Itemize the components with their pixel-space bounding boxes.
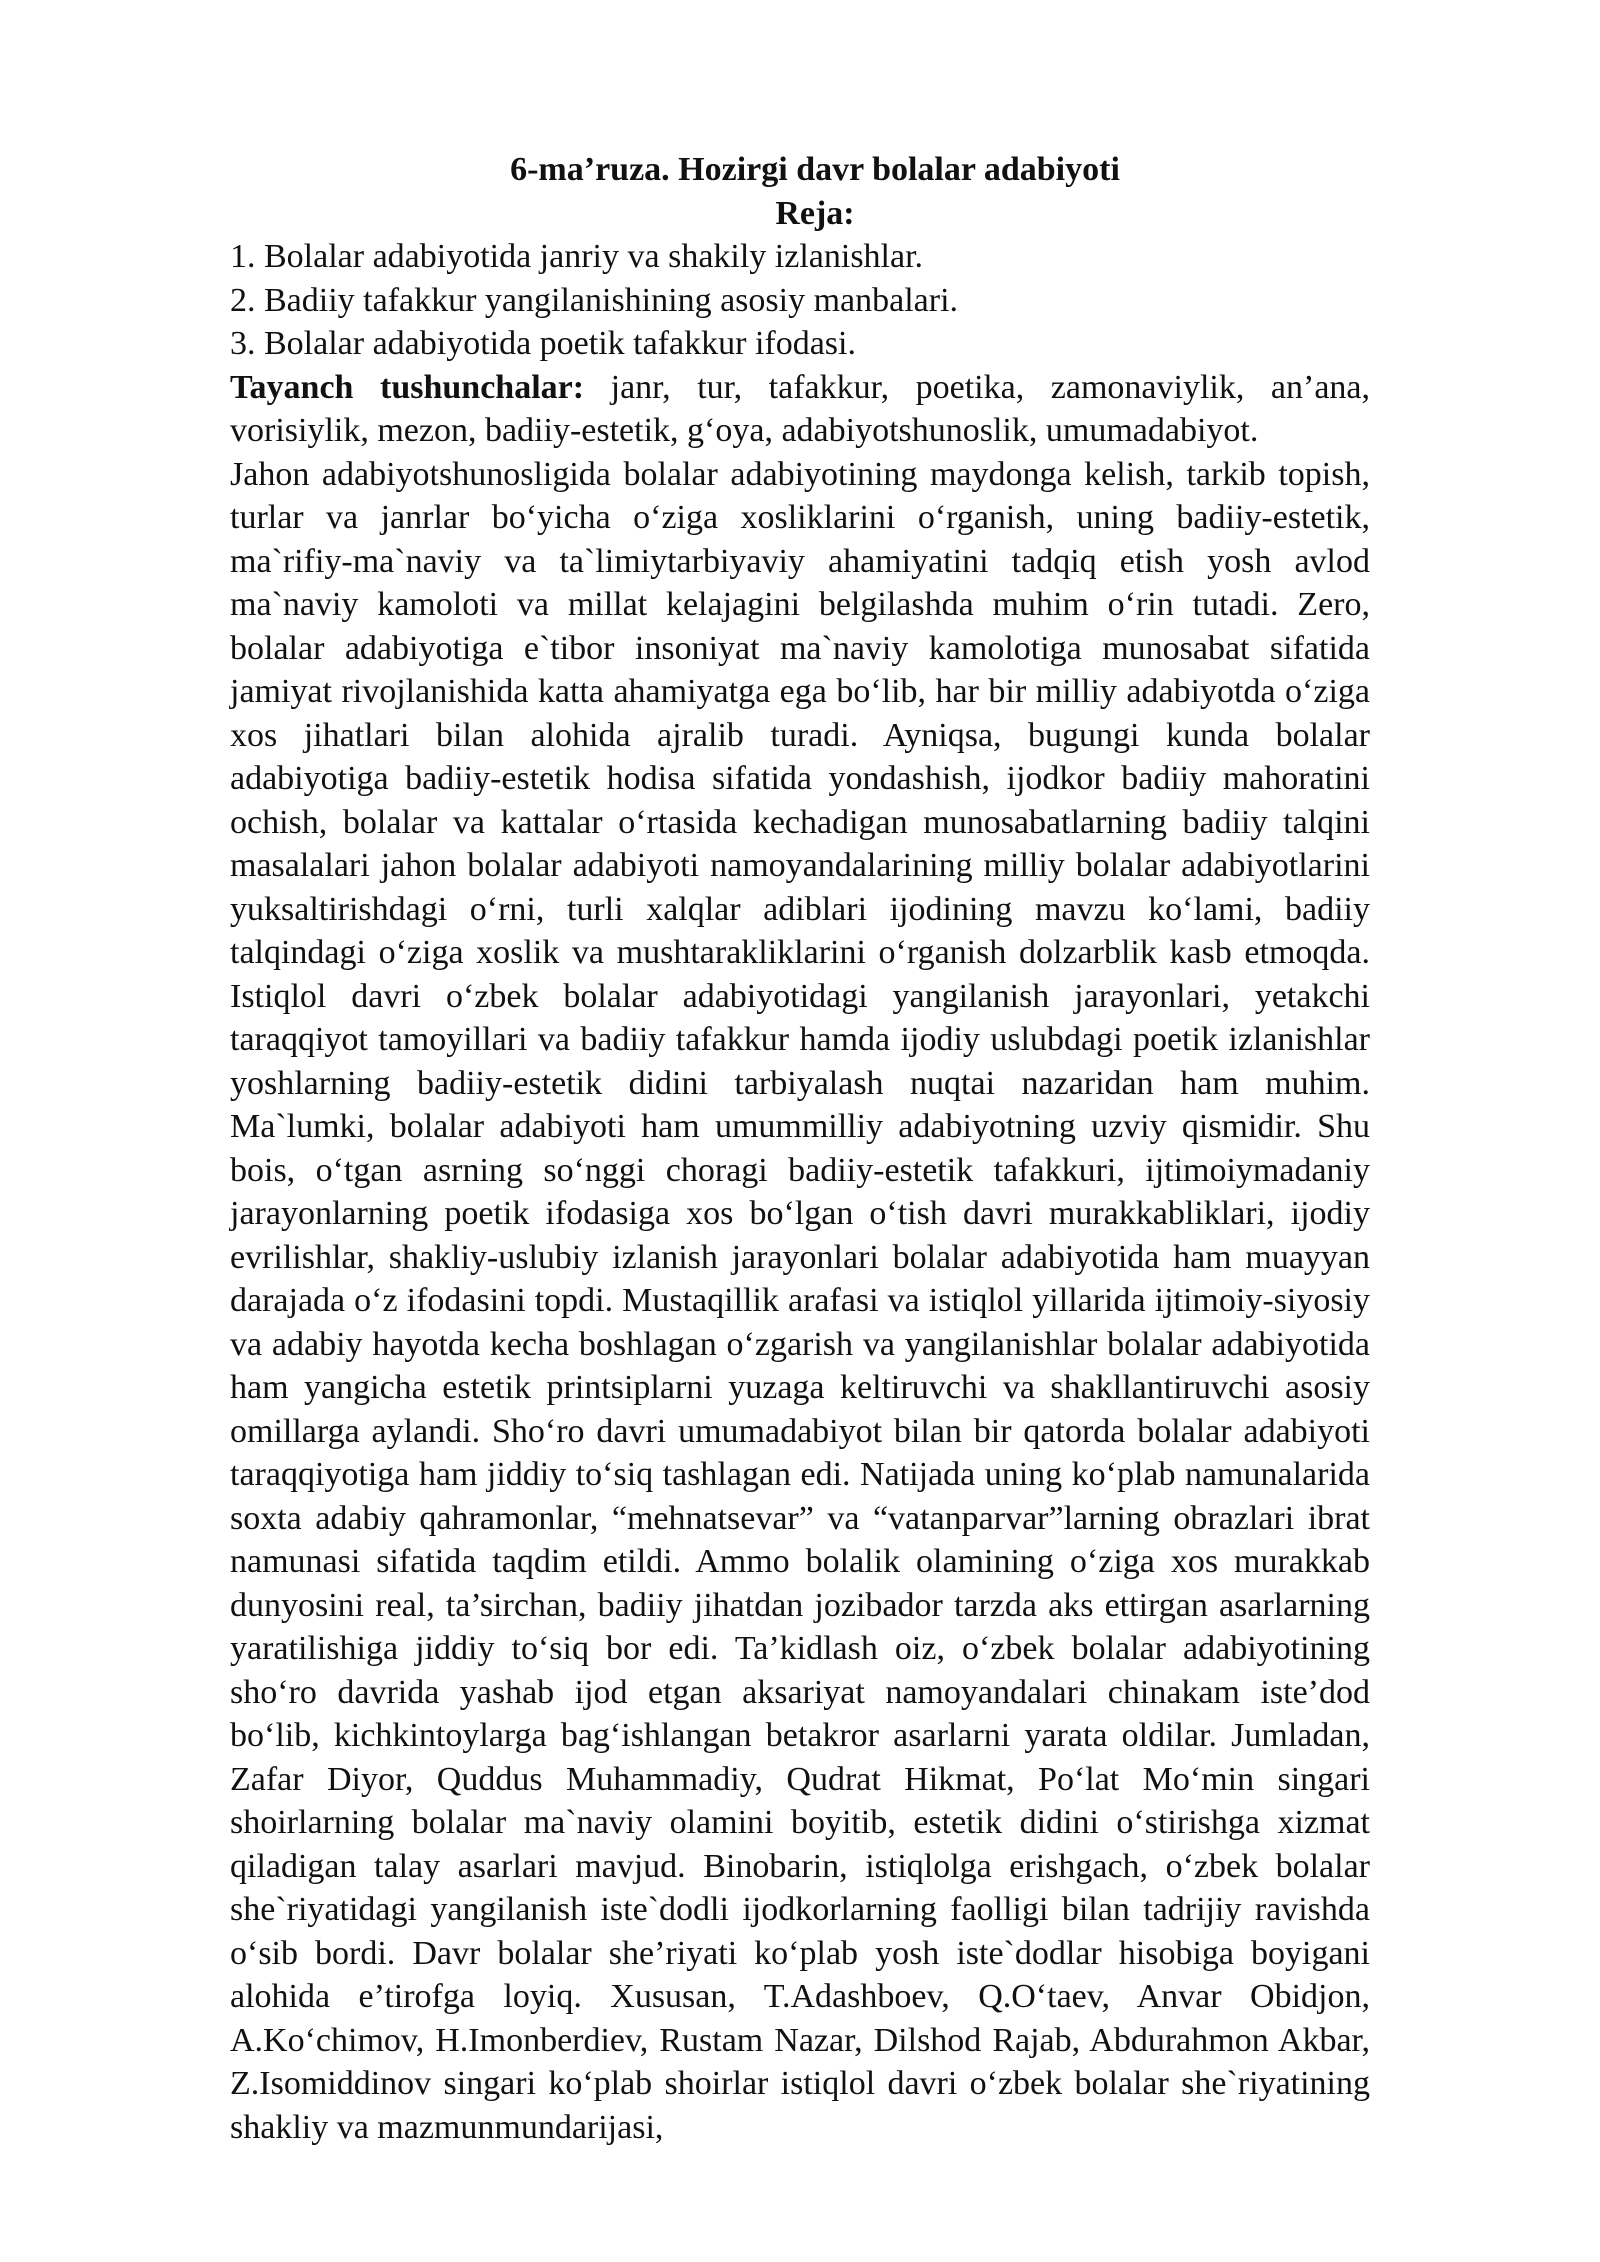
keywords-label: Tayanch tushunchalar: bbox=[230, 368, 585, 406]
plan-list bbox=[230, 235, 1370, 366]
plan-item-3: 3. Bolalar adabiyotida poetik tafakkur ifodasi. bbox=[230, 325, 856, 362]
plan-heading: Reja: bbox=[775, 194, 855, 232]
keywords-paragraph bbox=[230, 366, 1370, 453]
keywords-text: janr, tur, tafakkur, poetika, zamonaviylik, an’ana, vorisiylik, mezon, badiiy-estetik, g‘oya, adabiyotshunoslik, umumadabiyot. bbox=[230, 368, 1370, 449]
document-page bbox=[230, 148, 1370, 2149]
lecture-title: 6-ma’ruza. Hozirgi davr bolalar adabiyoti bbox=[510, 151, 1120, 188]
body-paragraph: Jahon adabiyotshunosligida bolalar adabiyotining maydonga kelish, tarkib topish, turlar va janrlar bo‘yicha o‘ziga xosliklarini o‘rganish, uning badiiy-estetik, ma`rifiy-ma`naviy va ta`limiytarbiyaviy ahamiyatini tadqiq etish yosh avlod ma`naviy kamoloti va millat kelajagini belgilashda muhim o‘rin tutadi. Zero, bolalar adabiyotiga e`tibor insoniyat ma`naviy kamolotiga munosabat sifatida jamiyat rivojlanishida katta ahamiyatga ega bo‘lib, har bir milliy adabiyotda o‘ziga xos jihatlari bilan alohida ajralib turadi. Ayniqsa, bugungi kunda bolalar adabiyotiga badiiy-estetik hodisa sifatida yondashish, ijodkor badiiy mahoratini ochish, bolalar va kattalar o‘rtasida kechadigan munosabatlarning badiiy talqini masalalari jahon bolalar adabiyoti namoyandalarining milliy bolalar adabiyotlarini yuksaltirishdagi o‘rni, turli xalqlar adiblari ijodining mavzu ko‘lami, badiiy talqindagi o‘ziga xoslik va mushtarakliklarini o‘rganish dolzarblik kasb etmoqda. Istiqlol davri o‘zbek bolalar adabiyotidagi yangilanish jarayonlari, yetakchi taraqqiyot tamoyillari va badiiy tafakkur hamda ijodiy uslubdagi poetik izlanishlar yoshlarning badiiy-estetik didini tarbiyalash nuqtai nazaridan ham muhim. Ma`lumki, bolalar adabiyoti ham umummilliy adabiyotning uzviy qismidir. Shu bois, o‘tgan asrning so‘nggi choragi badiiy-estetik tafakkuri, ijtimoiymadaniy jarayonlarning poetik ifodasiga xos bo‘lgan o‘tish davri murakkabliklari, ijodiy evrilishlar, shakliy-uslubiy izlanish jarayonlari bolalar adabiyotida ham muayyan darajada o‘z ifodasini topdi. Mustaqillik arafasi va istiqlol yillarida ijtimoiy-siyosiy va adabiy hayotda kecha boshlagan o‘zgarish va yangilanishlar bolalar adabiyotida ham yangicha estetik printsiplarni yuzaga keltiruvchi va shakllantiruvchi asosiy omillarga aylandi. Sho‘ro davri umumadabiyot bilan bir qatorda bolalar adabiyoti taraqqiyotiga ham jiddiy to‘siq tashlagan edi. Natijada uning ko‘plab namunalarida soxta adabiy qahramonlar, “mehnatsevar” va “vatanparvar”larning obrazlari ibrat namunasi sifatida taqdim etildi. Ammo bolalik olamining o‘ziga xos murakkab dunyosini real, ta’sirchan, badiiy jihatdan jozibador tarzda aks ettirgan asarlarning yaratilishiga jiddiy to‘siq bor edi. Ta’kidlash oiz, o‘zbek bolalar adabiyotining sho‘ro davrida yashab ijod etgan aksariyat namoyandalari chinakam iste’dod bo‘lib, kichkintoylarga bag‘ishlangan betakror asarlarni yarata oldilar. Jumladan, Zafar Diyor, Quddus Muhammadiy, Qudrat Hikmat, Po‘lat Mo‘min singari shoirlarning bolalar ma`naviy olamini boyitib, estetik didini o‘stirishga xizmat qiladigan talay asarlari mavjud. Binobarin, istiqlolga erishgach, o‘zbek bolalar she`riyatidagi yangilanish iste`dodli ijodkorlarning faolligi bilan tadrijiy ravishda o‘sib bordi. Davr bolalar she’riyati ko‘plab yosh iste`dodlar hisobiga boyigani alohida e’tirofga loyiq. Xususan, T.Adashboev, Q.O‘taev, Anvar Obidjon, A.Ko‘chimov, H.Imonberdiev, Rustam Nazar, Dilshod Rajab, Abdurahmon Akbar, Z.Isomiddinov singari ko‘plab shoirlar istiqlol davri o‘zbek bolalar she`riyatining shakliy va mazmunmundarijasi, bbox=[230, 455, 1370, 2146]
plan-item-2: 2. Badiiy tafakkur yangilanishining asosiy manbalari. bbox=[230, 281, 959, 319]
plan-item-1: 1. Bolalar adabiyotida janriy va shakily izlanishlar. bbox=[230, 238, 924, 275]
